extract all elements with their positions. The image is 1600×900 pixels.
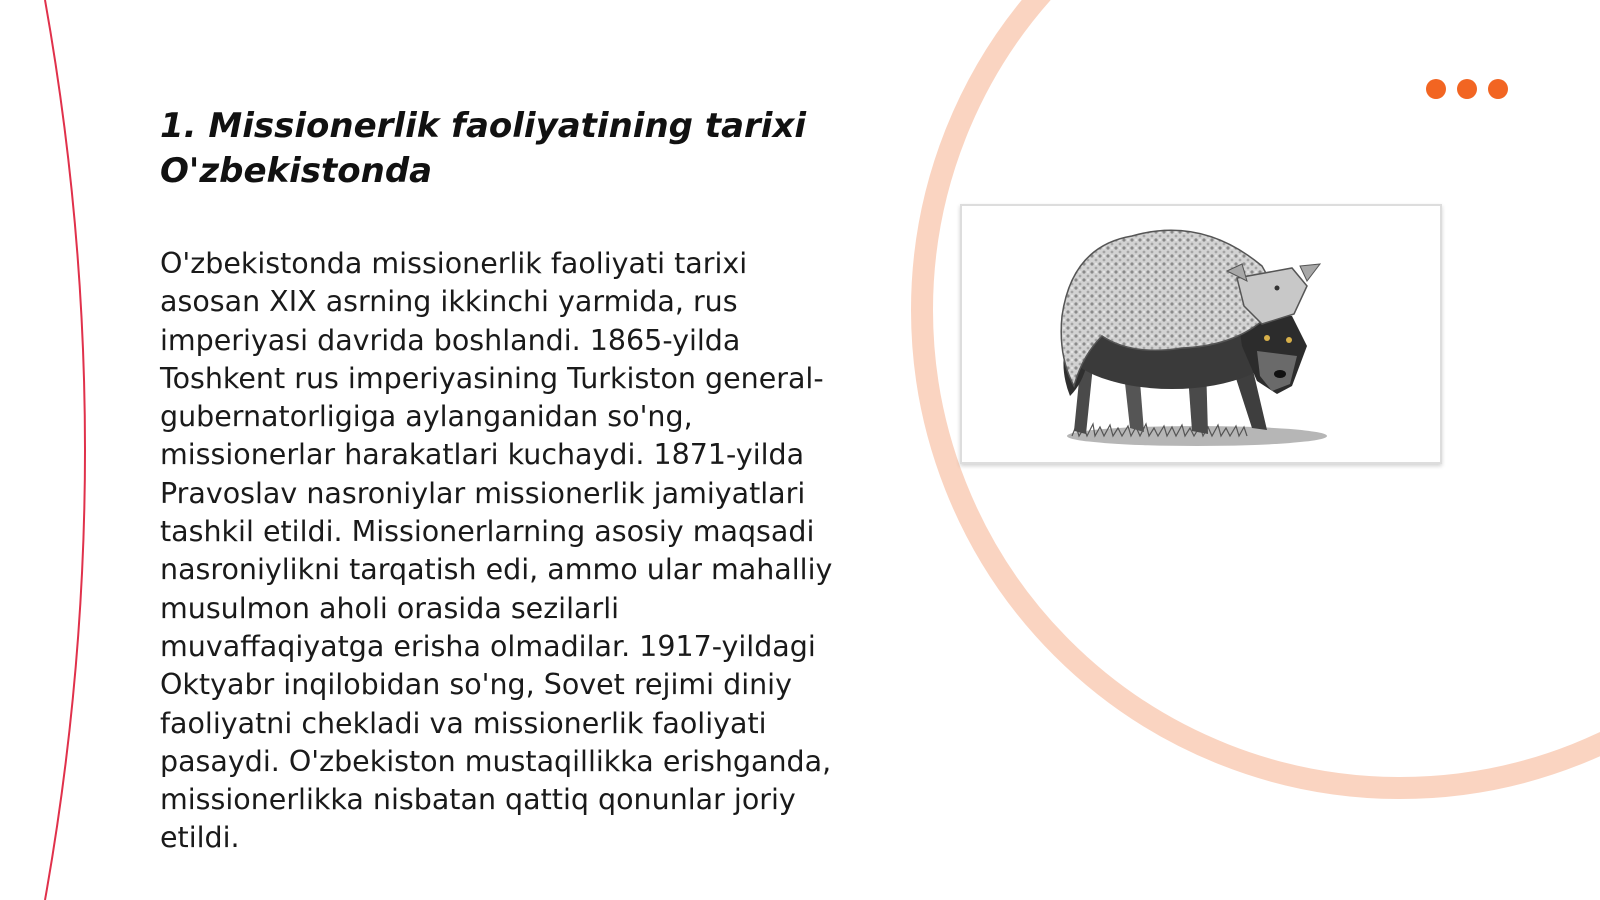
slide-body-text: O'zbekistonda missionerlik faoliyati tarixi asosan XIX asrning ikkinchi yarmida, rus imperiyasi davrida boshlandi. 1865-yilda Toshkent rus imperiyasining Turkiston general-gubernatorligiga aylanganidan so'ng, missionerlar harakatlari kuchaydi. 1871-yilda Pravoslav nasroniylar missionerlik jamiyatlari tashkil etildi. Missionerlarning asosiy maqsadi nasroniylikni tarqatish edi, ammo ular mahalliy musulmon aholi orasida sezilarli muvaffaqiyatga erisha olmadilar. 1917-yildagi Oktyabr inqilobidan so'ng, Sovet rejimi diniy faoliyatni chekladi va missionerlik faoliyati pasaydi. O'zbekiston mustaqillikka erishganda, missionerlikka nisbatan qattiq qonunlar joriy etildi. [160, 247, 833, 855]
slide-title: 1. Missionerlik faoliyatining tarixi O'zbekistonda [160, 106, 807, 191]
dot [1488, 79, 1508, 99]
dot [1426, 79, 1446, 99]
wolf-in-sheeps-clothing-illustration [962, 206, 1440, 462]
dot [1457, 79, 1477, 99]
left-curve-line [45, 0, 85, 900]
dots-decoration [1426, 79, 1508, 99]
slide-image [960, 204, 1442, 464]
